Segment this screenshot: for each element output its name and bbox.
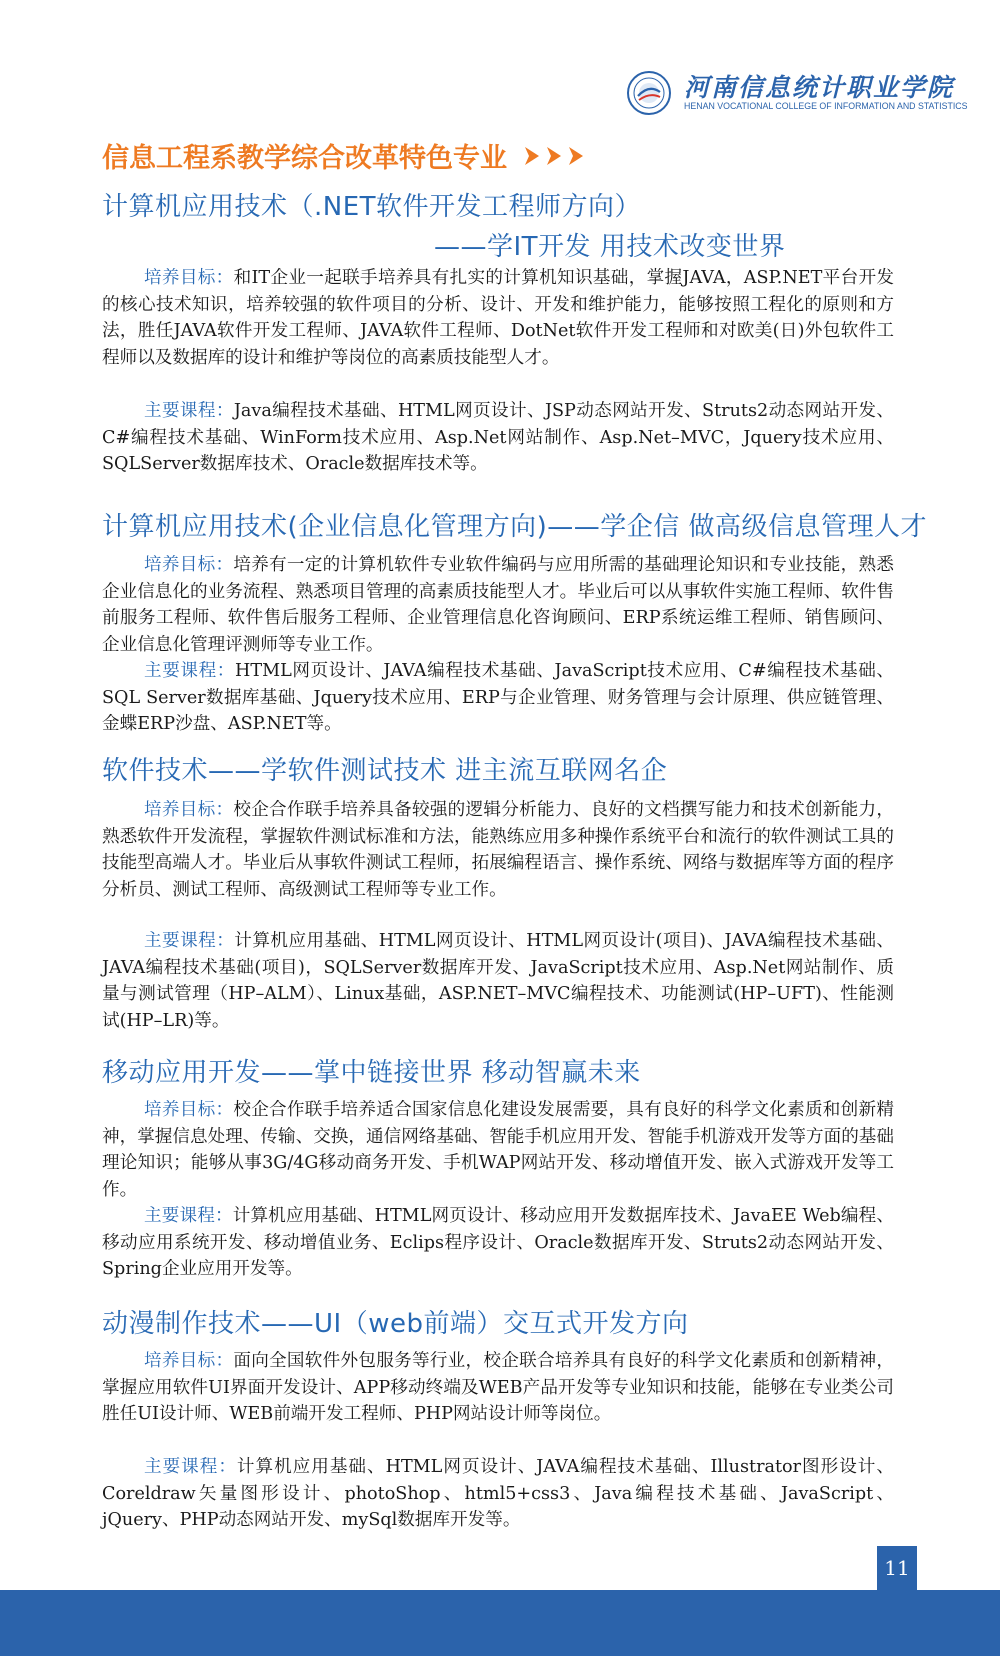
major-subtitle-net: ——学IT开发 用技术改变世界 xyxy=(434,232,786,262)
major-goal-testing xyxy=(102,797,894,903)
triple-arrow-icon xyxy=(523,145,591,167)
major-courses-mobile xyxy=(102,1203,894,1283)
courses-label: 主要课程： xyxy=(144,1206,233,1226)
major-title-ui: 动漫制作技术——UI（web前端）交互式开发方向 xyxy=(102,1309,689,1339)
college-name-cn: 河南信息统计职业学院 xyxy=(684,73,955,102)
major-goal-mobile xyxy=(102,1097,894,1203)
courses-label: 主要课程： xyxy=(144,1457,237,1477)
major-goal-net xyxy=(102,265,894,371)
major-courses-erp xyxy=(102,658,894,738)
courses-text: 计算机应用基础、HTML网页设计、HTML网页设计(项目)、JAVA编程技术基础、JAVA编程技术基础(项目)，SQLServer数据库开发、JavaScript技术应用、Asp.Net网站制作、质量与测试管理（HP–ALM）、Linux基础，ASP.NET–MVC编程技术、功能测试(HP–UFT)、性能测试(HP–LR)等。 xyxy=(102,931,894,1031)
major-courses-testing xyxy=(102,928,894,1034)
major-title-net: 计算机应用技术（.NET软件开发工程师方向） xyxy=(102,192,642,222)
courses-text: Java编程技术基础、HTML网页设计、JSP动态网站开发、Struts2动态网站开发、C#编程技术基础、WinForm技术应用、Asp.Net网站制作、Asp.Net–MVC，Jquery技术应用、SQLServer数据库技术、Oracle数据库技术等。 xyxy=(102,401,894,474)
goal-label: 培养目标： xyxy=(144,800,234,820)
courses-text: HTML网页设计、JAVA编程技术基础、JavaScript技术应用、C#编程技术基础、SQL Server数据库基础、Jquery技术应用、ERP与企业管理、财务管理与会计原理、供应链管理、金蝶ERP沙盘、ASP.NET等。 xyxy=(102,661,894,734)
courses-label: 主要课程： xyxy=(144,661,236,681)
college-emblem-icon xyxy=(626,70,672,116)
goal-label: 培养目标： xyxy=(144,1351,234,1371)
major-title-testing: 软件技术——学软件测试技术 进主流互联网名企 xyxy=(102,756,668,786)
department-title xyxy=(102,136,591,175)
major-goal-ui xyxy=(102,1348,894,1428)
courses-text: 计算机应用基础、HTML网页设计、JAVA编程技术基础、Illustrator图形设计、Coreldraw矢量图形设计、photoShop、html5+css3、Java编程技术基础、JavaScript、jQuery、PHP动态网站开发、mySql数据库开发等。 xyxy=(102,1457,894,1530)
college-name-en: HENAN VOCATIONAL COLLEGE OF INFORMATION AND STATISTICS xyxy=(684,101,968,111)
major-goal-erp xyxy=(102,552,894,658)
goal-label: 培养目标： xyxy=(144,555,234,575)
courses-text: 计算机应用基础、HTML网页设计、移动应用开发数据库技术、JavaEE Web编程、移动应用系统开发、移动增值业务、Eclips程序设计、Oracle数据库开发、Struts2动态网站开发、Spring企业应用开发等。 xyxy=(102,1206,894,1279)
college-logo xyxy=(622,66,968,122)
footer-bar xyxy=(0,1590,1000,1656)
major-courses-ui xyxy=(102,1454,894,1534)
goal-text: 校企合作联手培养适合国家信息化建设发展需要，具有良好的科学文化素质和创新精神，掌握信息处理、传输、交换，通信网络基础、智能手机应用开发、智能手机游戏开发等方面的基础理论知识；能够从事3G/4G移动商务开发、手机WAP网站开发、移动增值开发、嵌入式游戏开发等工作。 xyxy=(102,1100,894,1200)
goal-text: 培养有一定的计算机软件专业软件编码与应用所需的基础理论知识和专业技能，熟悉企业信息化的业务流程、熟悉项目管理的高素质技能型人才。毕业后可以从事软件实施工程师、软件售前服务工程师、软件售后服务工程师、企业管理信息化咨询顾问、ERP系统运维工程师、销售顾问、企业信息化管理评测师等专业工作。 xyxy=(102,555,894,655)
page-number: 11 xyxy=(877,1546,917,1590)
courses-label: 主要课程： xyxy=(144,931,235,951)
goal-text: 校企合作联手培养具备较强的逻辑分析能力、良好的文档撰写能力和技术创新能力，熟悉软件开发流程，掌握软件测试标准和方法，能熟练应用多种操作系统平台和流行的软件测试工具的技能型高端人才。毕业后从事软件测试工程师，拓展编程语言、操作系统、网络与数据库等方面的程序分析员、测试工程师、高级测试工程师等专业工作。 xyxy=(102,800,894,900)
goal-text: 和IT企业一起联手培养具有扎实的计算机知识基础，掌握JAVA，ASP.NET平台开发的核心技术知识，培养较强的软件项目的分析、设计、开发和维护能力，能够按照工程化的原则和方法，胜任JAVA软件开发工程师、JAVA软件工程师、DotNet软件开发工程师和对欧美(日)外包软件工程师以及数据库的设计和维护等岗位的高素质技能型人才。 xyxy=(102,268,894,368)
major-title-mobile: 移动应用开发——掌中链接世界 移动智赢未来 xyxy=(102,1058,641,1088)
department-title-text: 信息工程系教学综合改革特色专业 xyxy=(102,143,507,174)
goal-label: 培养目标： xyxy=(144,268,234,288)
major-title-erp: 计算机应用技术(企业信息化管理方向)——学企信 做高级信息管理人才 xyxy=(102,512,928,542)
courses-label: 主要课程： xyxy=(144,401,234,421)
goal-text: 面向全国软件外包服务等行业，校企联合培养具有良好的科学文化素质和创新精神，掌握应用软件UI界面开发设计、APP移动终端及WEB产品开发等专业知识和技能，能够在专业类公司胜任UI设计师、WEB前端开发工程师、PHP网站设计师等岗位。 xyxy=(102,1351,894,1424)
major-courses-net xyxy=(102,398,894,478)
goal-label: 培养目标： xyxy=(144,1100,234,1120)
